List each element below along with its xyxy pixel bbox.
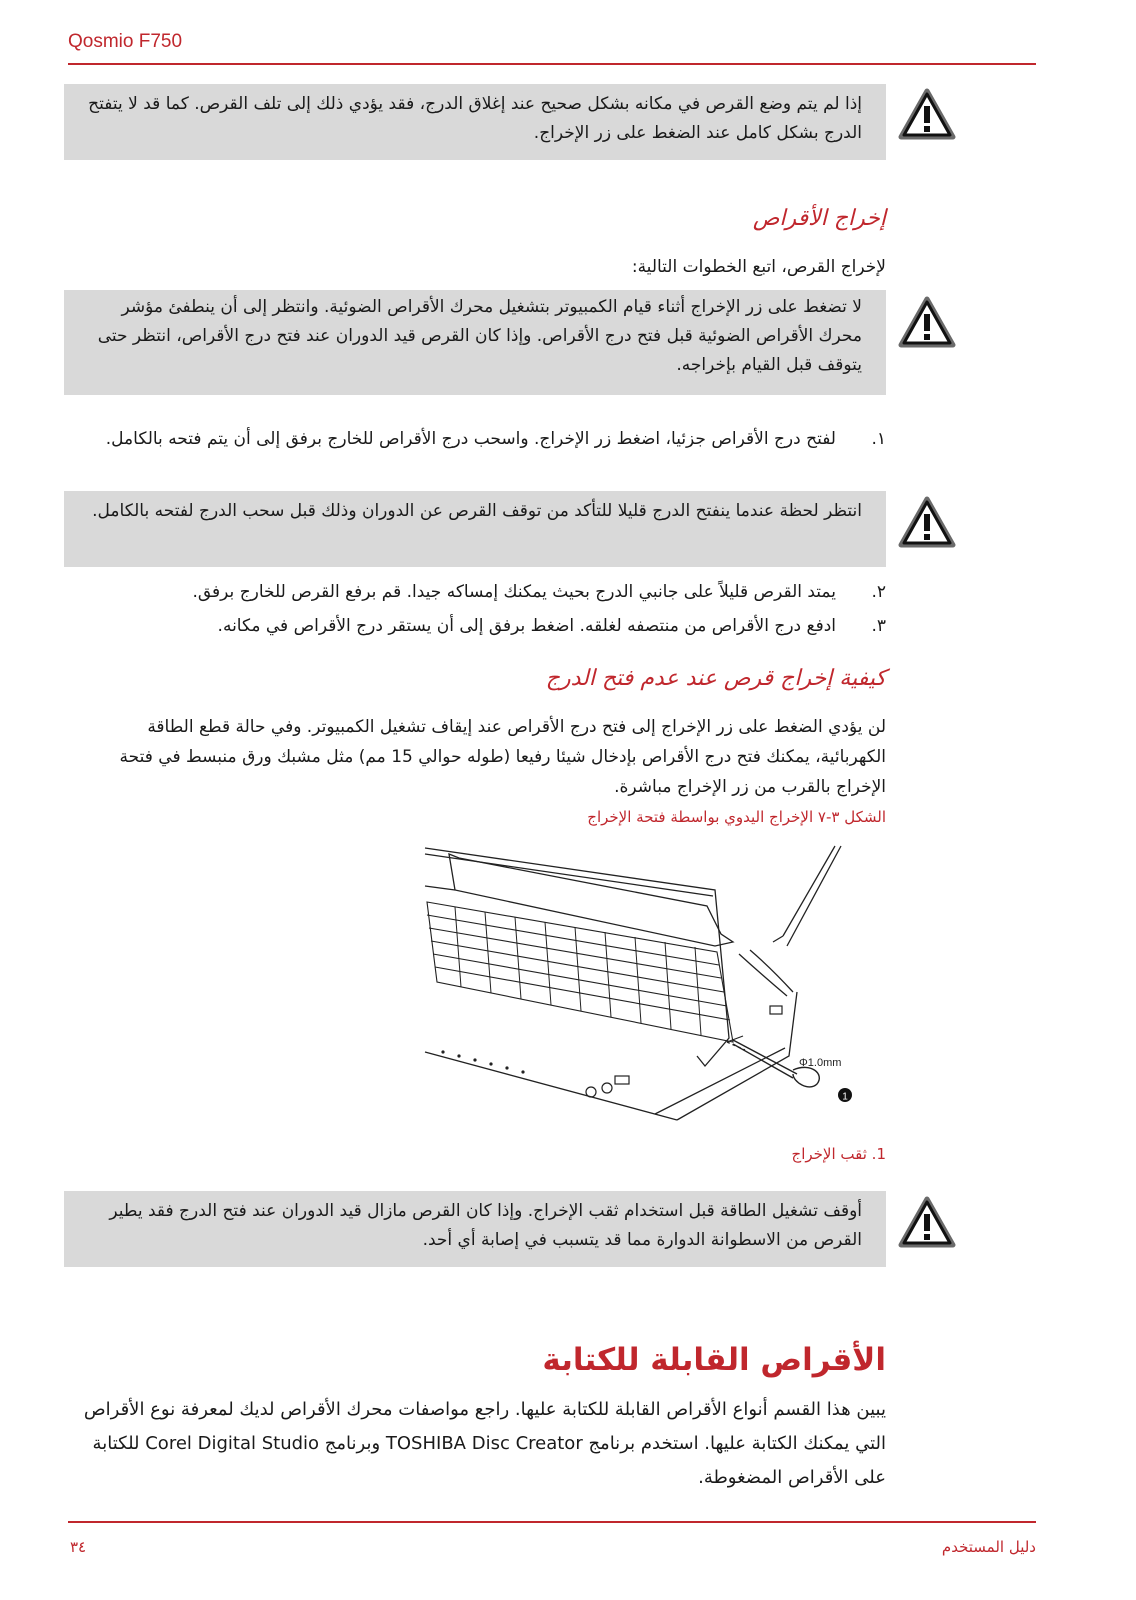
- laptop-manual-eject-illustration: [415, 842, 875, 1122]
- remove-intro: لإخراج القرص، اتبع الخطوات التالية:: [631, 257, 886, 277]
- step-number: ٣.: [871, 616, 886, 636]
- warning-text-4: أوقف تشغيل الطاقة قبل استخدام ثقب الإخراج. وإذا كان القرص مازال قيد الدوران عند فتح الدرج فقد يطير القرص من الاسطوانة الدوارة مما قد يتسبب في إصابة أي أحد.: [109, 1201, 862, 1250]
- figure-legend: 1. ثقب الإخراج: [791, 1145, 886, 1163]
- warning-text-1: إذا لم يتم وضع القرص في مكانه بشكل صحيح عند إغلاق الدرج، فقد يؤدي ذلك إلى تلف القرص. كما قد لا يتفتح الدرج بشكل كامل عند الضغط على زر الإخراج.: [88, 94, 862, 143]
- figure-caption: الشكل ٣-٧ الإخراج اليدوي بواسطة فتحة الإخراج: [587, 808, 886, 826]
- step-text: يمتد القرص قليلاً على جانبي الدرج بحيث يمكنك إمساكه جيدا. قم برفع القرص للخارج برفق.: [192, 582, 836, 602]
- step-2: [66, 577, 886, 607]
- footer-rule: [68, 1521, 1036, 1523]
- warning-icon: [898, 496, 956, 548]
- warning-text-3: انتظر لحظة عندما ينفتح الدرج قليلا للتأكد من توقف القرص عن الدوران وذلك قبل سحب الدرج لفتحه بالكامل.: [92, 501, 862, 521]
- step-text: ادفع درج الأقراص من منتصفه لغلقه. اضغط برفق إلى أن يستقر درج الأقراص في مكانه.: [217, 616, 836, 636]
- manual-eject-text: لن يؤدي الضغط على زر الإخراج إلى فتح درج الأقراص عند إيقاف تشغيل الكمبيوتر. وفي حالة قطع الطاقة الكهربائية، يمكنك فتح درج الأقراص بإدخال شيئا رفيعا (طوله حوالي 15 مم) مثل مشبك ورق منبسط في فتحة الإخراج بالقرب من زر الإخراج مباشرة.: [119, 717, 886, 797]
- document-header-title: Qosmio F750: [68, 31, 183, 52]
- step-number: ٢.: [871, 582, 886, 602]
- warning-icon: [898, 1196, 956, 1248]
- warning-icon: [898, 296, 956, 348]
- section-heading-manual-eject: كيفية إخراج قرص عند عدم فتح الدرج: [545, 666, 886, 691]
- step-text: لفتح درج الأقراص جزئيا، اضغط زر الإخراج. واسحب درج الأقراص للخارج برفق إلى أن يتم فتحه بالكامل.: [105, 429, 836, 449]
- diameter-label: Φ1.0mm: [799, 1057, 842, 1069]
- warning-icon: [898, 88, 956, 140]
- warning-box-4: [64, 1191, 886, 1267]
- callout-number: 1: [842, 1091, 848, 1103]
- warning-box-3: [64, 491, 886, 567]
- writable-discs-text: يبين هذا القسم أنواع الأقراص القابلة للكتابة عليها. راجع مواصفات محرك الأقراص لديك لمعرفة نوع الأقراص التي يمكنك الكتابة عليها. استخدم برنامج TOSHIBA Disc Creator وبرنامج Corel Digital Studio للكتابة على الأقراص المضغوطة.: [83, 1399, 886, 1488]
- warning-box-2: [64, 290, 886, 395]
- step-1: [66, 424, 886, 454]
- section-heading-writable-discs: الأقراص القابلة للكتابة: [542, 1342, 886, 1378]
- section-heading-remove: إخراج الأقراص: [752, 206, 886, 231]
- warning-box-1: [64, 84, 886, 160]
- footer-document-title: دليل المستخدم: [941, 1538, 1036, 1556]
- header-rule: [68, 63, 1036, 65]
- page-number: ٣٤: [70, 1538, 87, 1556]
- warning-text-2: لا تضغط على زر الإخراج أثناء قيام الكمبيوتر بتشغيل محرك الأقراص الضوئية. وانتظر إلى أن ينطفئ مؤشر محرك الأقراص الضوئية قبل فتح درج الأقراص. وإذا كان القرص قيد الدوران عند فتح درج الأقراص، انتظر حتى يتوقف قبل القيام بإخراجه.: [97, 297, 862, 375]
- step-3: [66, 611, 886, 641]
- step-number: ١.: [871, 429, 886, 449]
